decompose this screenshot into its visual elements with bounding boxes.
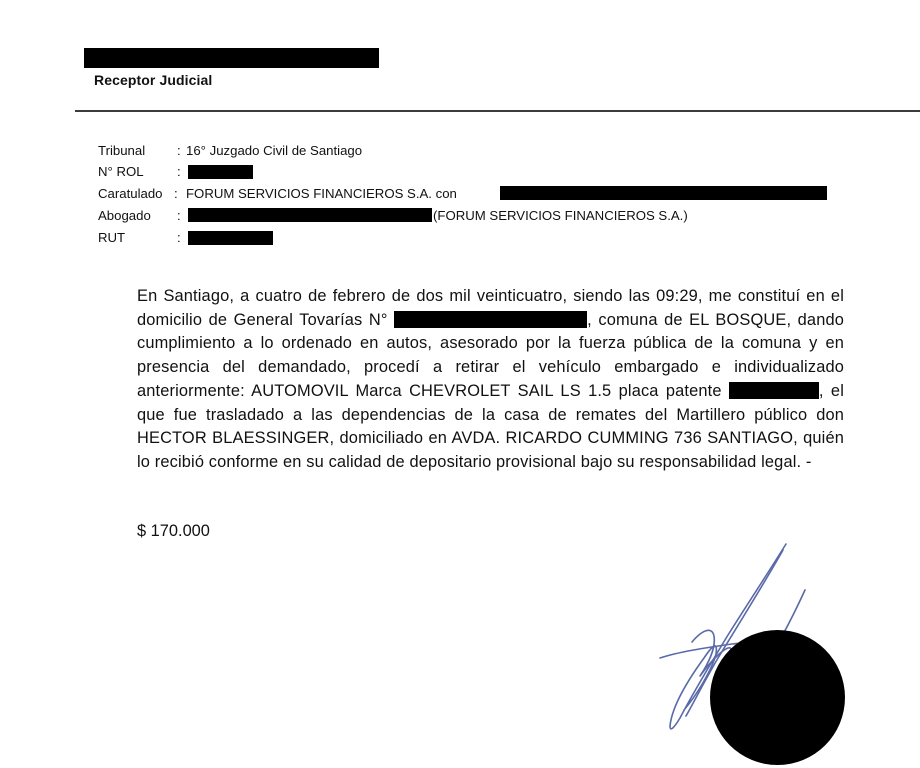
- rut-colon: :: [177, 230, 181, 245]
- redacted-name-block: [84, 48, 379, 68]
- caratulado-label: Caratulado: [98, 186, 163, 201]
- caratulado-value: FORUM SERVICIOS FINANCIEROS S.A. con: [186, 186, 457, 201]
- abogado-colon: :: [177, 208, 181, 223]
- redacted-lawyer-name: [188, 208, 432, 222]
- header-divider: [75, 110, 920, 112]
- rut-label: RUT: [98, 230, 126, 245]
- redacted-address-number: [394, 311, 587, 328]
- tribunal-colon: :: [177, 143, 181, 158]
- redacted-signature-seal: [710, 630, 845, 765]
- body-text-part-2: , comuna de EL BOSQUE, dando cumplimiento a lo ordenado en autos, asesorado por la fuerza pública de la comuna y en presencia del demandado, procedí a retirar el vehículo embargado e individualizado anteriormente: AUTOMOVIL Marca CHEVROLET SAIL LS 1.5 placa patente: [137, 310, 844, 400]
- redacted-license-plate: [729, 382, 819, 399]
- redacted-rut: [188, 231, 273, 245]
- amount-value: $ 170.000: [137, 522, 210, 540]
- tribunal-value: 16° Juzgado Civil de Santiago: [186, 143, 363, 158]
- body-text-part-3: , el que fue trasladado a las dependencias de la casa de remates del Martillero público don HECTOR BLAESSINGER, domiciliado en AVDA. RICARDO CUMMING 736 SANTIAGO, quién lo recibió conforme en su calidad de depositario provisional bajo su responsabilidad legal. -: [137, 381, 844, 471]
- receptor-judicial-title: Receptor Judicial: [94, 72, 213, 88]
- redacted-rol-number: [188, 165, 253, 179]
- rol-label: N° ROL: [98, 164, 144, 179]
- diligence-paragraph: [137, 285, 844, 475]
- rol-colon: :: [177, 164, 181, 179]
- tribunal-label: Tribunal: [98, 143, 146, 158]
- body-text-part-1: En Santiago, a cuatro de febrero de dos mil veinticuatro, siendo las 09:29, me constituí en el domicilio de General Tovarías N°: [137, 287, 844, 329]
- abogado-firm: (FORUM SERVICIOS FINANCIEROS S.A.): [433, 208, 688, 223]
- abogado-label: Abogado: [98, 208, 151, 223]
- caratulado-colon: :: [174, 186, 178, 201]
- redacted-defendant-name: [500, 186, 827, 200]
